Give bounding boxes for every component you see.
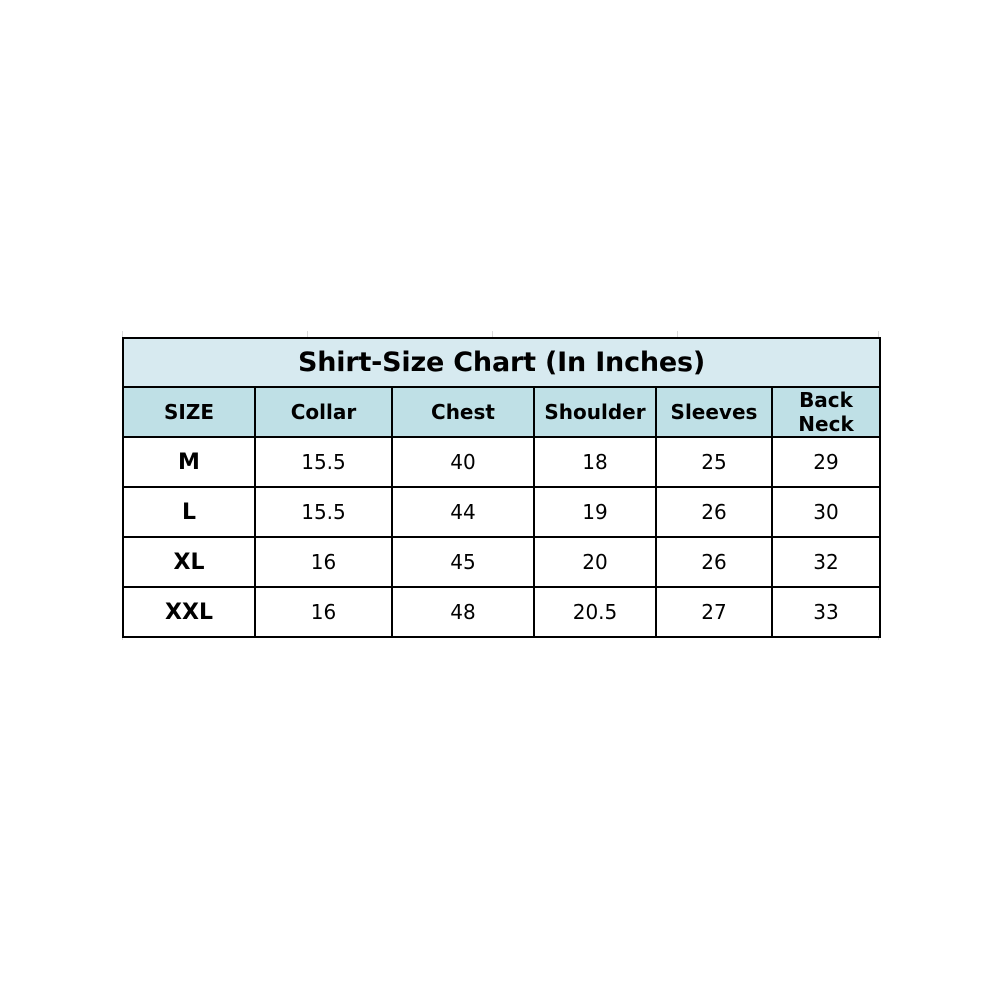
cell-size: XXL xyxy=(123,587,255,637)
cell-chest: 44 xyxy=(392,487,534,537)
cell-shoulder: 20 xyxy=(534,537,656,587)
table-row xyxy=(123,587,880,637)
cell-chest: 40 xyxy=(392,437,534,487)
shirt-size-chart-table xyxy=(122,337,881,638)
cell-collar: 16 xyxy=(255,587,392,637)
column-header-collar: Collar xyxy=(255,387,392,437)
table-row xyxy=(123,437,880,487)
cell-back-neck: 32 xyxy=(772,537,880,587)
cell-collar: 15.5 xyxy=(255,487,392,537)
chart-title: Shirt-Size Chart (In Inches) xyxy=(123,338,880,387)
cell-collar: 16 xyxy=(255,537,392,587)
cell-sleeves: 26 xyxy=(656,537,772,587)
cell-size: M xyxy=(123,437,255,487)
size-chart-container xyxy=(122,337,879,638)
cell-sleeves: 26 xyxy=(656,487,772,537)
table-title-row xyxy=(123,338,880,387)
column-header-shoulder: Shoulder xyxy=(534,387,656,437)
cell-sleeves: 25 xyxy=(656,437,772,487)
cell-back-neck: 33 xyxy=(772,587,880,637)
column-header-chest: Chest xyxy=(392,387,534,437)
table-header-row xyxy=(123,387,880,437)
cell-shoulder: 20.5 xyxy=(534,587,656,637)
cell-chest: 48 xyxy=(392,587,534,637)
cell-chest: 45 xyxy=(392,537,534,587)
cell-size: L xyxy=(123,487,255,537)
cell-back-neck: 29 xyxy=(772,437,880,487)
cell-shoulder: 19 xyxy=(534,487,656,537)
cell-sleeves: 27 xyxy=(656,587,772,637)
cell-collar: 15.5 xyxy=(255,437,392,487)
table-row xyxy=(123,487,880,537)
cell-size: XL xyxy=(123,537,255,587)
cell-shoulder: 18 xyxy=(534,437,656,487)
column-header-back-neck: Back Neck xyxy=(772,387,880,437)
column-header-sleeves: Sleeves xyxy=(656,387,772,437)
cell-back-neck: 30 xyxy=(772,487,880,537)
table-row xyxy=(123,537,880,587)
column-header-size: SIZE xyxy=(123,387,255,437)
